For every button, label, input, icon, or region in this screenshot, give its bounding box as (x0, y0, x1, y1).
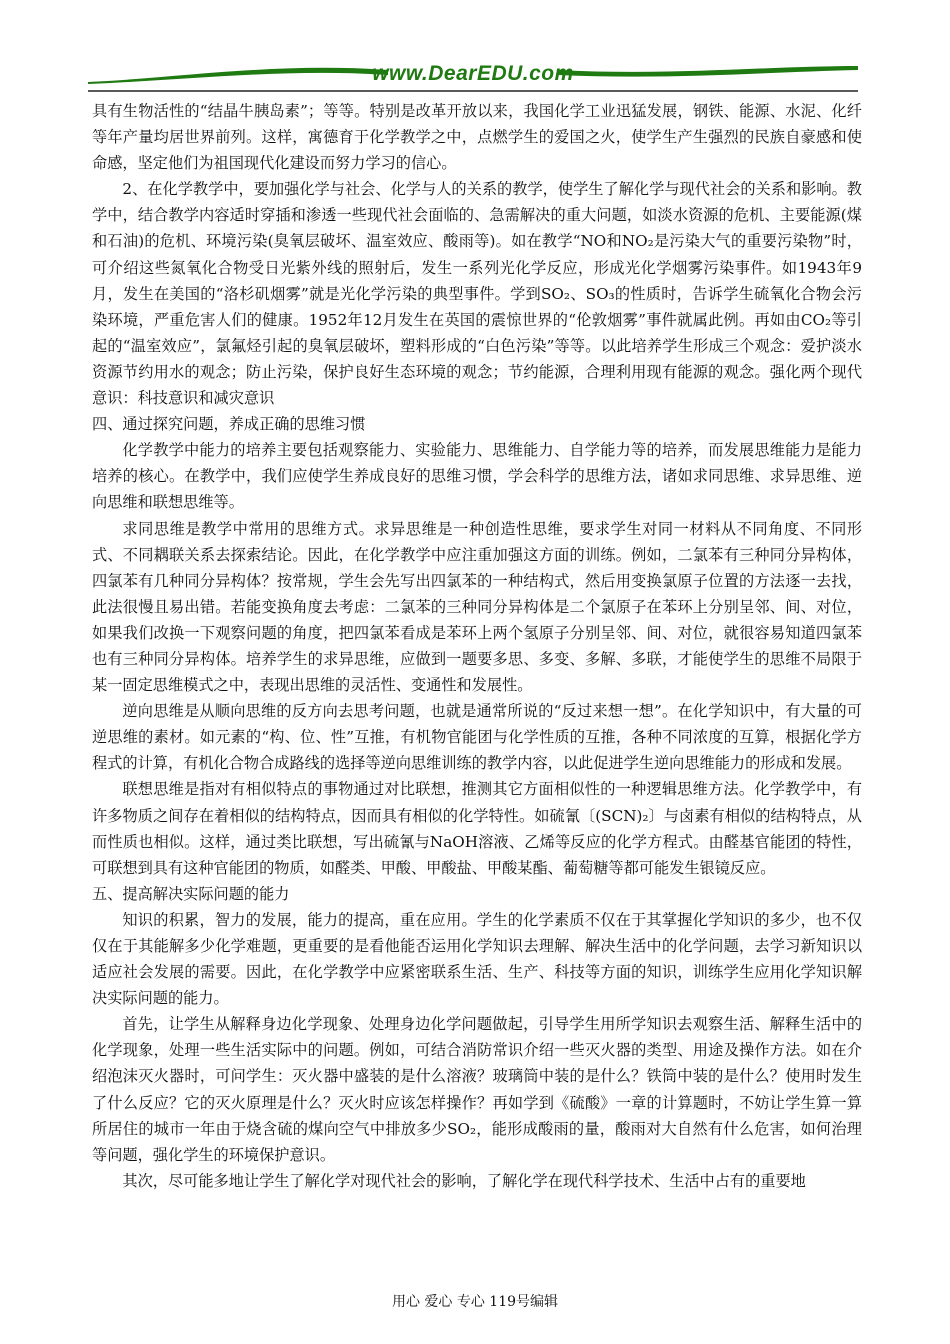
article-body (92, 98, 862, 1194)
paragraph: 逆向思维是从顺向思维的反方向去思考问题，也就是通常所说的“反过来想一想”。在化学知识中，有大量的可逆思维的素材。如元素的“构、位、性”互推，有机物官能团与化学性质的互推，各种不同浓度的互算，根据化学方程式的计算，有机化合物合成路线的选择等逆向思维训练的教学内容，以此促进学生逆向思维能力的形成和发展。 (92, 702, 862, 773)
paragraph: 联想思维是指对有相似特点的事物通过对比联想，推测其它方面相似性的一种逻辑思维方法。化学教学中，有许多物质之间存在着相似的结构特点，因而具有相似的化学特性。如硫氰〔(SCN)₂〕与卤素有相似的结构特点，从而性质也相似。这样，通过类比联想，写出硫氰与NaOH溶液、乙烯等反应的化学方程式。由醛基官能团的特性，可联想到具有这种官能团的物质，如醛类、甲酸、甲酸盐、甲酸某酯、葡萄糖等都可能发生银镜反应。 (92, 780, 862, 877)
paragraph: 其次，尽可能多地让学生了解化学对现代社会的影响，了解化学在现代科学技术、生活中占有的重要地 (122, 1171, 806, 1190)
paragraph: 求同思维是教学中常用的思维方式。求异思维是一种创造性思维，要求学生对同一材料从不同角度、不同形式、不同耦联关系去探索结论。因此，在化学教学中应注重加强这方面的训练。例如，二氯苯有三种同分异构体，四氯苯有几种同分异构体？按常规，学生会先写出四氯苯的一种结构式，然后用变换氯原子位置的方法逐一去找，此法很慢且易出错。若能变换角度去考虑：二氯苯的三种同分异构体是二个氯原子在苯环上分别呈邻、间、对位，如果我们改换一下观察问题的角度，把四氯苯看成是苯环上两个氢原子分别呈邻、间、对位，就很容易知道四氯苯也有三种同分异构体。培养学生的求异思维，应做到一题要多思、多变、多解、多联，才能使学生的思维不局限于某一固定思维模式之中，表现出思维的灵活性、变通性和发展性。 (92, 519, 862, 695)
paragraph: 首先，让学生从解释身边化学现象、处理身边化学问题做起，引导学生用所学知识去观察生活、解释生活中的化学现象，处理一些生活实际中的问题。例如，可结合消防常识介绍一些灭火器的类型、用途及操作方法。如在介绍泡沫灭火器时，可问学生：灭火器中盛装的是什么溶液？玻璃筒中装的是什么？铁筒中装的是什么？使用时发生了什么反应？它的灭火原理是什么？灭火时应该怎样操作？再如学到《硫酸》一章的计算题时，不妨让学生算一算所居住的城市一年由于烧含硫的煤向空气中排放多少SO₂，能形成酸雨的量，酸雨对大自然有什么危害，如何治理等问题，强化学生的环境保护意识。 (92, 1015, 862, 1164)
page-header (88, 58, 858, 94)
page-footer: 用心 爱心 专心 119号编辑 (391, 1294, 559, 1310)
paragraph: 知识的积累，智力的发展，能力的提高，重在应用。学生的化学素质不仅在于其掌握化学知识的多少，也不仅仅在于其能解多少化学难题，更重要的是看他能否运用化学知识去理解、解决生活中的化学问题，去学习新知识以适应社会发展的需要。因此，在化学教学中应紧密联系生活、生产、科技等方面的知识，训练学生应用化学知识解决实际问题的能力。 (92, 910, 862, 1008)
section-heading: 四、通过探究问题，养成正确的思维习惯 (92, 415, 366, 434)
paragraph: 2、在化学教学中，要加强化学与社会、化学与人的关系的教学，使学生了解化学与现代社会的关系和影响。教学中，结合教学内容适时穿插和渗透一些现代社会面临的、急需解决的重大问题，如淡水资源的危机、主要能源(煤和石油)的危机、环境污染(臭氧层破坏、温室效应、酸雨等)。如在教学“NO和NO₂是污染大气的重要污染物”时，可介绍这些氮氧化合物受日光紫外线的照射后，发生一系列光化学反应，形成光化学烟雾污染事件。如1943年9月，发生在美国的“洛杉矶烟雾”就是光化学污染的典型事件。学到SO₂、SO₃的性质时，告诉学生硫氧化合物会污染环境，严重危害人们的健康。1952年12月发生在英国的震惊世界的“伦敦烟雾”事件就属此例。再如由CO₂等引起的“温室效应”，氯氟烃引起的臭氧层破坏，塑料形成的“白色污染”等等。以此培养学生形成三个观念：爱护淡水资源节约用水的观念；防止污染，保护良好生态环境的观念；节约能源，合理利用现有能源的观念。强化两个现代意识：科技意识和减灾意识 (92, 180, 862, 408)
paragraph: 化学教学中能力的培养主要包括观察能力、实验能力、思维能力、自学能力等的培养，而发展思维能力是能力培养的核心。在教学中，我们应使学生养成良好的思维习惯，学会科学的思维方法，诸如求同思维、求异思维、逆向思维和联想思维等。 (92, 441, 862, 512)
site-url: www.DearEDU.com (372, 62, 574, 85)
section-heading: 五、提高解决实际问题的能力 (92, 884, 290, 903)
paragraph: 具有生物活性的“结晶牛胰岛素”；等等。特别是改革开放以来，我国化学工业迅猛发展，钢铁、能源、水泥、化纤等年产量均居世界前列。这样，寓德育于化学教学之中，点燃学生的爱国之火，使学生产生强烈的民族自豪感和使命感，坚定他们为祖国现代化建设而努力学习的信心。 (92, 102, 862, 173)
